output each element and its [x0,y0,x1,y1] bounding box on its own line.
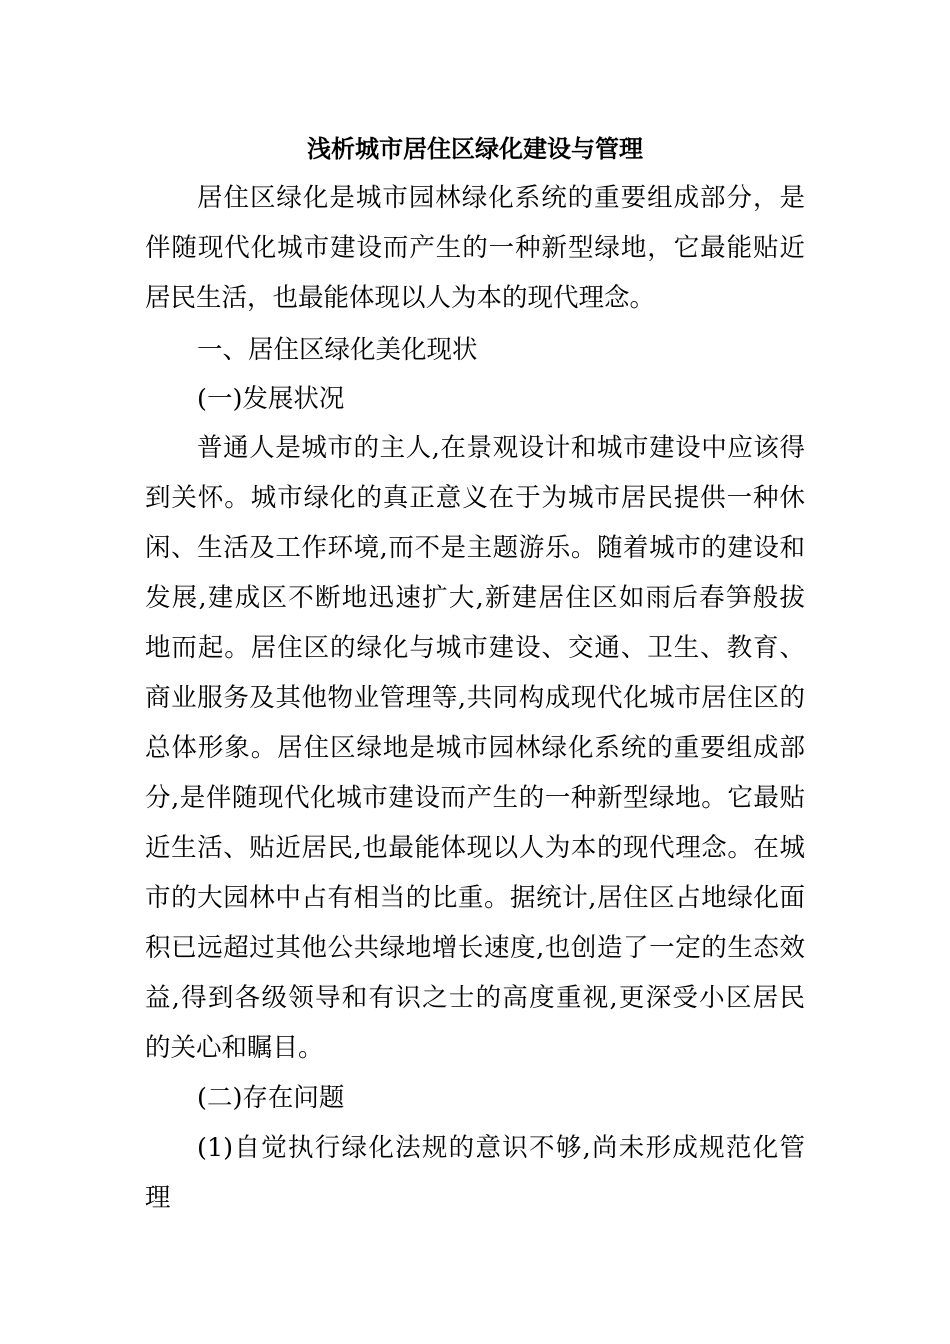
paragraph-line: 发展,建成区不断地迅速扩大,新建居住区如雨后春笋般拔 [145,583,805,613]
section-heading: 一、居住区绿化美化现状 [197,335,478,365]
paragraph-line: 分,是伴随现代化城市建设而产生的一种新型绿地。它最贴 [145,783,805,813]
paragraph-line: 地而起。居住区的绿化与城市建设、交通、卫生、教育、 [145,633,805,663]
paragraph-line: 居民生活，也最能体现以人为本的现代理念。 [145,283,656,313]
paragraph-line: 积已远超过其他公共绿地增长速度,也创造了一定的生态效 [145,933,805,963]
paragraph-line: 总体形象。居住区绿地是城市园林绿化系统的重要组成部 [145,733,805,763]
paragraph-line: 理 [145,1183,171,1213]
paragraph-line: 的关心和瞩目。 [145,1033,324,1063]
paragraph-line: 益,得到各级领导和有识之士的高度重视,更深受小区居民 [145,983,805,1013]
paragraph-line: 居住区绿化是城市园林绿化系统的重要组成部分，是 [197,183,805,213]
paragraph-line: 到关怀。城市绿化的真正意义在于为城市居民提供一种休 [145,483,805,513]
paragraph-line: 伴随现代化城市建设而产生的一种新型绿地，它最能贴近 [145,233,805,263]
subsection-heading: (二)存在问题 [197,1083,345,1113]
paragraph-line: 市的大园林中占有相当的比重。据统计,居住区占地绿化面 [145,883,805,913]
paragraph-line: 普通人是城市的主人,在景观设计和城市建设中应该得 [197,433,805,463]
paragraph-line: 闲、生活及工作环境,而不是主题游乐。随着城市的建设和 [145,533,805,563]
subsection-heading: (一)发展状况 [197,384,345,414]
paragraph-line: 近生活、贴近居民,也最能体现以人为本的现代理念。在城 [145,833,805,863]
document-title: 浅析城市居住区绿化建设与管理 [307,134,643,163]
paragraph-line: 商业服务及其他物业管理等,共同构成现代化城市居住区的 [145,683,805,713]
paragraph-line: (1)自觉执行绿化法规的意识不够,尚未形成规范化管 [197,1133,805,1163]
